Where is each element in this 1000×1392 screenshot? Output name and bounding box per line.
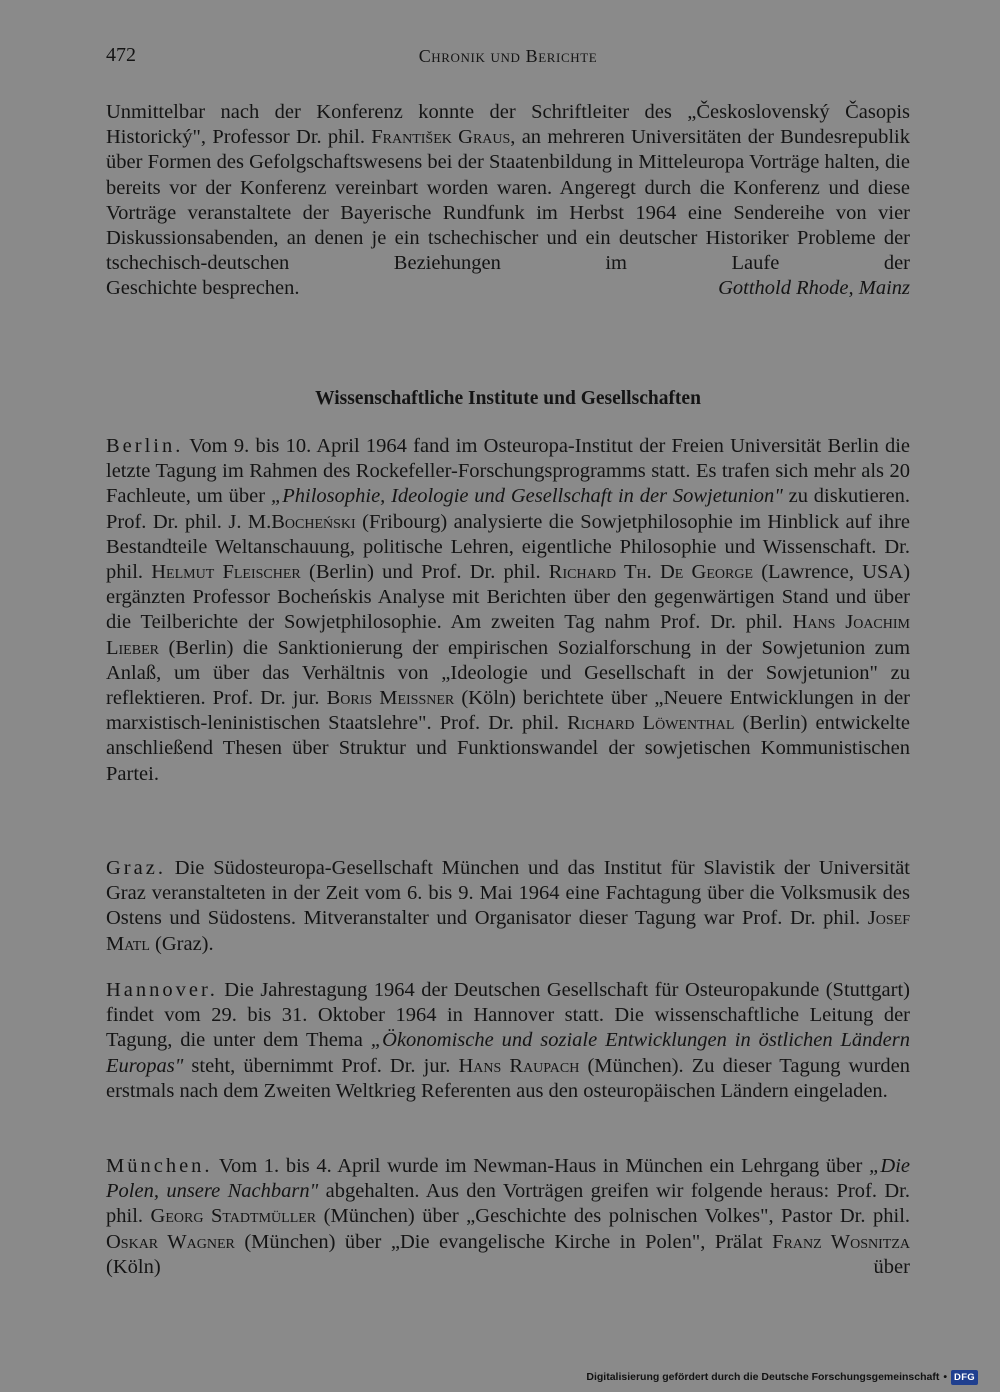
person-name: Boris Meissner [326, 687, 455, 710]
last-line: Geschichte besprechen. [106, 277, 300, 300]
author-signoff: Gotthold Rhode, Mainz [718, 277, 910, 300]
running-header [106, 44, 910, 74]
digitization-footer [586, 1367, 978, 1387]
person-name: Georg Stadtmüller [150, 1205, 317, 1228]
person-name: Josef Matl [106, 907, 910, 955]
person-name: Richard Th. De George [548, 561, 753, 584]
person-name: Helmut Fleischer [151, 561, 301, 584]
digitization-credit: Digitalisierung gefördert durch die Deutsche Forschungsgemeinschaft [586, 1371, 940, 1383]
place-name: Berlin. [106, 435, 184, 457]
person-name: Bocheński [271, 510, 356, 533]
signoff-line [106, 276, 910, 301]
berlin-paragraph: Berlin. Vom 9. bis 10. April 1964 fand im Osteuropa-Institut der Freien Universität Berlin die letzte Tagung im Rahmen des Rockefeller-Forschungsprogramms statt. Es trafen sich mehr als 20 Fachleute, um über „Philosophie, Ideologie und Gesellschaft in der Sowjetunion" zu diskutieren. Prof. Dr. phil. J. M.Bocheński (Fribourg) analysierte die Sowjetphilosophie im Hinblick auf ihre Bestandteile Weltanschauung, politische Lehren, eigentliche Philosophie und Wissenschaft. Dr. phil. Helmut Fleischer (Berlin) und Prof. Dr. phil. Richard Th. De George (Lawrence, USA) ergänzten Professor Bocheńskis Analyse mit Berichten über den gegenwärtigen Stand und über die Teilberichte der Sowjetphilosophie. Am zweiten Tag nahm Prof. Dr. phil. Hans Joachim Lieber (Berlin) die Sanktionierung der empirischen Sozialforschung in der Sowjetunion zum Anlaß, um über das Verhältnis von „Ideologie und Gesellschaft in der Sowjetunion" zu reflektieren. Prof. Dr. jur. Boris Meissner (Köln) berichtete über „Neuere Entwicklungen in der marxistisch-leninistischen Staatslehre". Prof. Dr. phil. Richard Löwenthal (Berlin) entwickelte anschließend Thesen über Struktur und Funktionswandel der sowjetischen Kommunistischen Partei. [106, 435, 911, 785]
topic-title: „Ökonomische und soziale Entwicklungen in östlichen Ländern Europas" [106, 1029, 910, 1077]
dfg-logo-icon: DFG [951, 1370, 978, 1385]
person-name: Richard Löwenthal [567, 712, 735, 735]
footer-separator: • [943, 1371, 948, 1383]
topic-title: „Philosophie, Ideologie und Gesellschaft in der Sowjetunion" [270, 485, 783, 508]
place-name: Graz. [106, 857, 166, 879]
place-name: Hannover. [106, 979, 218, 1001]
hannover-paragraph: Hannover. Die Jahrestagung 1964 der Deutschen Gesellschaft für Osteuropakunde (Stuttgart) findet vom 29. bis 31. Oktober 1964 in Hannover statt. Die wissenschaftliche Leitung der Tagung, die unter dem Thema „Ökonomische und soziale Entwicklungen in östlichen Ländern Europas" steht, übernimmt Prof. Dr. jur. Hans Raupach (München). Zu dieser Tagung wurden erstmals nach dem Zweiten Weltkrieg Referenten aus den osteuropäischen Ländern eingeladen. [106, 979, 911, 1102]
section-heading: Wissenschaftliche Institute und Gesellschaften [315, 388, 701, 409]
graz-paragraph: Graz. Die Südosteuropa-Gesellschaft München und das Institut für Slavistik der Universität Graz veranstalteten in der Zeit vom 6. bis 9. Mai 1964 eine Fachtagung über die Volksmusik des Ostens und Südostens. Mitveranstalter und Organisator dieser Tagung war Prof. Dr. phil. Josef Matl (Graz). [106, 857, 910, 955]
intro-paragraph: Unmittelbar nach der Konferenz konnte der Schriftleiter des „Československý Časopis Historický", Professor Dr. phil. František Graus, an mehreren Universitäten der Bundesrepublik über Formen des Gefolgschaftswesens bei der Staatenbildung in Mitteleuropa Vorträge halten, die bereits vor der Konferenz vereinbart worden waren. Angeregt durch die Konferenz und diese Vorträge veranstaltete der Bayerische Rundfunk im Herbst 1964 eine Sendereihe von vier Diskussionsabenden, an denen je ein tschechischer und ein deutscher Historiker Probleme der tschechisch-deutschen Beziehungen im Laufe der Geschichte besprechen. Gotthold Rhode, Mainz [106, 100, 910, 302]
muenchen-paragraph: München. Vom 1. bis 4. April wurde im Newman-Haus in München ein Lehrgang über „Die Polen, unsere Nachbarn" abgehalten. Aus den Vorträgen greifen wir folgende heraus: Prof. Dr. phil. Georg Stadtmüller (München) über „Geschichte des polnischen Volkes", Pastor Dr. phil. Oskar Wagner (München) über „Die evangelische Kirche in Polen", Prälat Franz Wosnitza (Köln) über [106, 1155, 911, 1278]
page-number: 472 [106, 44, 136, 66]
author-name: František Graus [371, 126, 511, 149]
person-name: Oskar Wagner [106, 1230, 235, 1253]
topic-title: „Die Polen, unsere Nachbarn" [106, 1155, 911, 1203]
running-title: Chronik und Berichte [418, 46, 598, 66]
person-name: Hans Joachim Lieber [106, 611, 910, 659]
person-name: Franz Wosnitza [772, 1230, 911, 1253]
person-name: Hans Raupach [458, 1054, 580, 1077]
place-name: München. [106, 1155, 213, 1177]
